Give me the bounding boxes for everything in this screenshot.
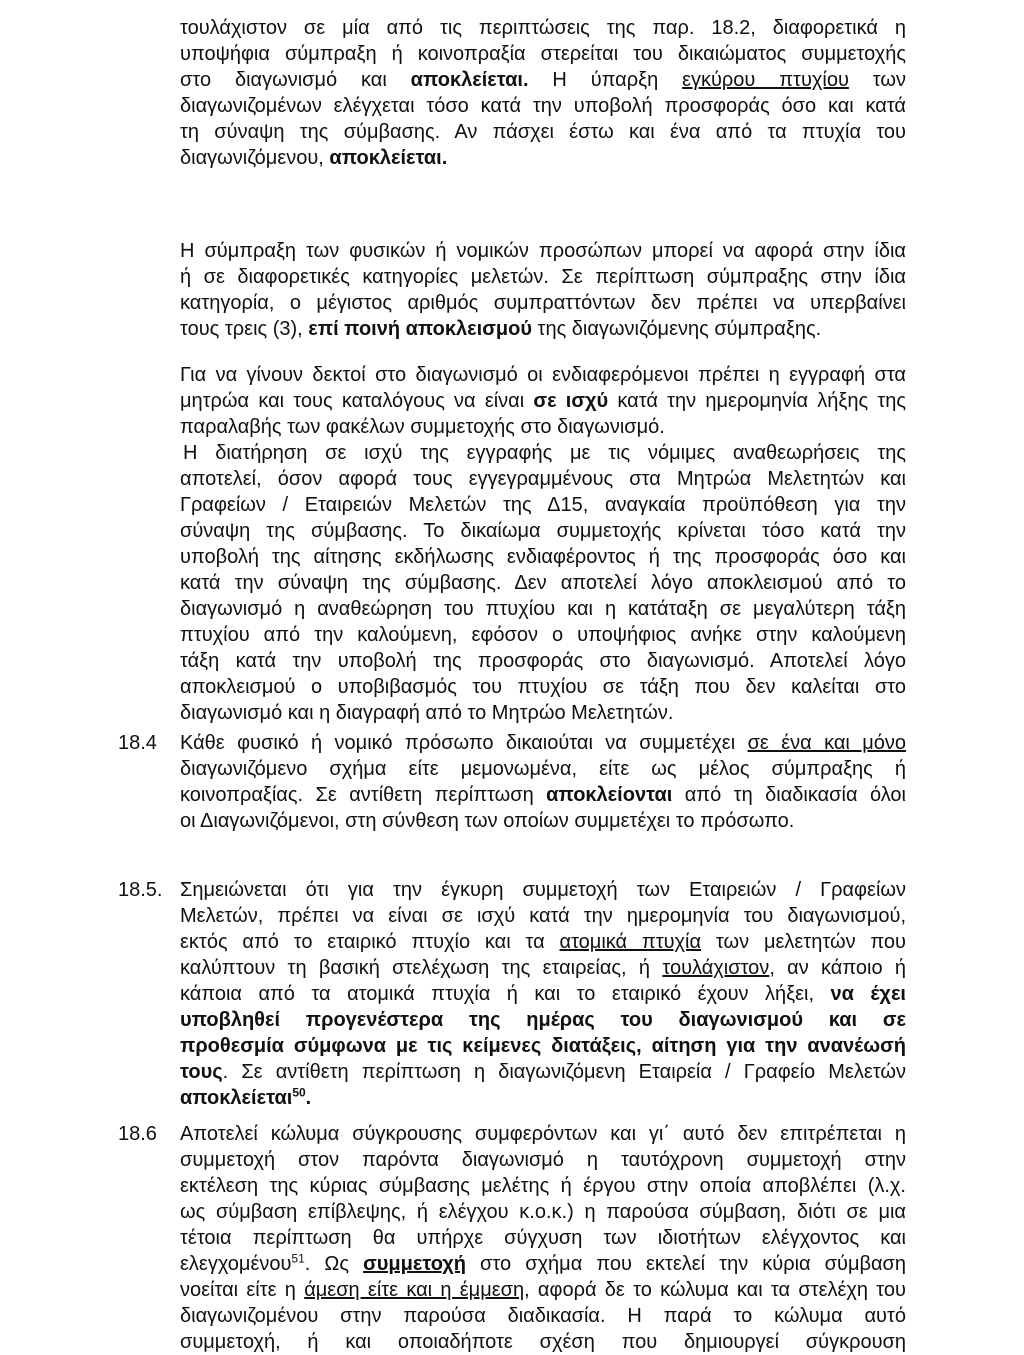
text-line: κοινοπραξίας. Σε αντίθετη περίπτωση αποκλείονται από τη διαδικασία όλοι bbox=[180, 784, 906, 806]
underlined-text: ατομικά πτυχία bbox=[559, 931, 702, 953]
section-number: 18.5. bbox=[118, 879, 163, 901]
text-line: πτυχίου από την καλούμενη, εφόσον ο υποψήφιος ανήκε στην καλούμενη bbox=[180, 624, 906, 646]
section-18-4 bbox=[180, 730, 906, 834]
text-line: συμμετοχή στον παρόντα διαγωνισμό η ταυτόχρονη συμμετοχή στην bbox=[180, 1149, 906, 1171]
text-line: Η σύμπραξη των φυσικών ή νομικών προσώπων μπορεί να αφορά στην ίδια bbox=[180, 240, 906, 262]
text-line: Μελετών, πρέπει να είναι σε ισχύ κατά την ημερομηνία του διαγωνισμού, bbox=[180, 905, 906, 927]
text-line: διαγωνιζομένου στην παρούσα διαδικασία. Η παρά το κώλυμα αυτό bbox=[180, 1305, 906, 1327]
text-line: Η διατήρηση σε ισχύ της εγγραφής με τις νόμιμες αναθεωρήσεις της bbox=[183, 442, 906, 464]
text-line: τους τρεις (3), επί ποινή αποκλεισμού της διαγωνιζόμενης σύμπραξης. bbox=[180, 318, 822, 340]
text-line: διαγωνιζόμενο σχήμα είτε μεμονωμένα, είτε ως μέλος σύμπραξης ή bbox=[180, 758, 906, 780]
text-line: νοείται είτε η άμεση είτε και η έμμεση, αφορά δε το κώλυμα και τα στελέχη του bbox=[180, 1279, 906, 1301]
text-line: ή σε διαφορετικές κατηγορίες μελετών. Σε περίπτωση σύμπραξης στην ίδια bbox=[180, 266, 906, 288]
paragraph-partnership bbox=[180, 238, 906, 342]
text-line: κατά την σύναψη της σύμβασης. Δεν αποτελεί λόγο αποκλεισμού από το bbox=[180, 572, 906, 594]
text-line: μητρώα και τους καταλόγους να είναι σε ισχύ κατά την ημερομηνία λήξης της bbox=[180, 390, 906, 412]
bold-text: αποκλείεται. bbox=[329, 147, 448, 169]
text-line: τάξη κατά την υποβολή της προσφοράς στο διαγωνισμό. Αποτελεί λόγο bbox=[180, 650, 906, 672]
text-line: οι Διαγωνιζόμενοι, στη σύνθεση των οποίων συμμετέχει το πρόσωπο. bbox=[180, 810, 795, 832]
underlined-text: σε ένα και μόνο bbox=[747, 732, 906, 754]
text-line: εκτός από το εταιρικό πτυχίο και τα ατομικά πτυχία των μελετητών που bbox=[180, 931, 906, 953]
section-18-5 bbox=[180, 877, 906, 1111]
text-line: συμμετοχή, ή και οποιαδήποτε σχέση που δημιουργεί σύγκρουση bbox=[180, 1331, 906, 1353]
text-line: στο διαγωνισμό και αποκλείεται. Η ύπαρξη εγκύρου πτυχίου των bbox=[180, 69, 906, 91]
underlined-text: εγκύρου πτυχίου bbox=[682, 69, 849, 91]
underlined-text: τουλάχιστον bbox=[662, 957, 770, 979]
text-line: εκτέλεση της κύριας σύμβασης μελέτης ή έργου στην οποία αποβλέπει (λ.χ. bbox=[180, 1175, 906, 1197]
section-number: 18.4 bbox=[118, 732, 157, 754]
text-line: καλύπτουν τη βασική στελέχωση της εταιρείας, ή τουλάχιστον, αν κάποιο ή bbox=[180, 957, 906, 979]
bold-text: αποκλείονται bbox=[546, 784, 673, 806]
text-line: Γραφείων / Εταιρειών Μελετών της Δ15, αναγκαία προϋπόθεση για την bbox=[180, 494, 906, 516]
text-line: κατηγορία, ο μέγιστος αριθμός συμπραττόντων δεν πρέπει να υπερβαίνει bbox=[180, 292, 906, 314]
text-line: ελεγχομένου$^{51}$. Ως συμμετοχή στο σχήμα που εκτελεί την κύρια σύμβαση bbox=[180, 1251, 906, 1275]
text-line: υποβληθεί προγενέστερα της ημέρας του διαγωνισμού και σε bbox=[180, 1009, 906, 1031]
text-line: αποτελεί, όσον αφορά τους εγγεγραμμένους στα Μητρώα Μελετητών και bbox=[180, 468, 906, 490]
text-line: τέτοια περίπτωση θα υπήρχε σύγχυση των ιδιοτήτων ελέγχοντος και bbox=[180, 1227, 906, 1249]
text-line: αποκλείεται$^{50}$. bbox=[180, 1085, 312, 1109]
text-line: διαγωνιζόμενου, αποκλείεται. bbox=[180, 147, 448, 169]
bold-underlined-text: συμμετοχή bbox=[363, 1253, 466, 1275]
text-line: Αποτελεί κώλυμα σύγκρουσης συμφερόντων και γι΄ αυτό δεν επιτρέπεται η bbox=[180, 1123, 906, 1145]
text-line: διαγωνισμό η αναθεώρηση του πτυχίου και η κατάταξη σε μεγαλύτερη τάξη bbox=[180, 598, 906, 620]
bold-text: σε ισχύ bbox=[533, 390, 609, 412]
text-line: υποβολή της αίτησης εκδήλωσης ενδιαφέροντος ή της προσφοράς όσο και bbox=[180, 546, 906, 568]
bold-text: τους bbox=[180, 1061, 223, 1083]
text-line: διαγωνισμό και η διαγραφή από το Μητρώο Μελετητών. bbox=[180, 702, 674, 724]
text-line: προθεσμία σύμφωνα με τις κείμενες διατάξεις, αίτηση για την ανανέωσή bbox=[180, 1035, 906, 1057]
text-line: κάποια από τα ατομικά πτυχία ή και το εταιρικό έχουν λήξει, να έχει bbox=[180, 983, 906, 1005]
footnote-ref: 51 bbox=[291, 1251, 305, 1266]
footnote-ref: 50 bbox=[292, 1085, 306, 1100]
text-line: τη σύναψη της σύμβασης. Αν πάσχει έστω και ένα από τα πτυχία του bbox=[180, 121, 906, 143]
section-number: 18.6 bbox=[118, 1123, 157, 1145]
text-line: σύναψη της σύμβασης. Το δικαίωμα συμμετοχής κρίνεται τόσο κατά την bbox=[180, 520, 906, 542]
text-line: Για να γίνουν δεκτοί στο διαγωνισμό οι ενδιαφερόμενοι πρέπει η εγγραφή στα bbox=[180, 364, 906, 386]
text-line: τουλάχιστον σε μία από τις περιπτώσεις της παρ. 18.2, διαφορετικά η bbox=[180, 17, 906, 39]
text-line: Κάθε φυσικό ή νομικό πρόσωπο δικαιούται να συμμετέχει σε ένα και μόνο bbox=[180, 732, 906, 754]
text-line: ως σύμβαση επίβλεψης, ή ελέγχου κ.ο.κ.) η παρούσα σύμβαση, διότι σε μια bbox=[180, 1201, 906, 1223]
text-line: τους. Σε αντίθετη περίπτωση η διαγωνιζόμενη Εταιρεία / Γραφείο Μελετών bbox=[180, 1061, 906, 1083]
text-line: υποψήφια σύμπραξη ή κοινοπραξία στερείται του δικαιώματος συμμετοχής bbox=[180, 43, 906, 65]
paragraph-continuation bbox=[180, 15, 906, 171]
underlined-text: άμεση είτε και η έμμεση bbox=[304, 1279, 525, 1301]
bold-text: να έχει bbox=[830, 983, 906, 1005]
bold-text: αποκλείεται. bbox=[410, 69, 529, 91]
text-line: παραλαβής των φακέλων συμμετοχής στο διαγωνισμό. bbox=[180, 416, 665, 438]
text-line: αποκλεισμού ο υποβιβασμός του πτυχίου σε τάξη που δεν καλείται στο bbox=[180, 676, 906, 698]
section-18-6 bbox=[180, 1121, 906, 1355]
paragraph-registration bbox=[180, 362, 906, 726]
text-line: διαγωνιζομένων ελέγχεται τόσο κατά την υποβολή προσφοράς όσο και κατά bbox=[180, 95, 906, 117]
text-line: Σημειώνεται ότι για την έγκυρη συμμετοχή των Εταιρειών / Γραφείων bbox=[180, 879, 906, 901]
bold-text: επί ποινή αποκλεισμού bbox=[308, 318, 532, 340]
